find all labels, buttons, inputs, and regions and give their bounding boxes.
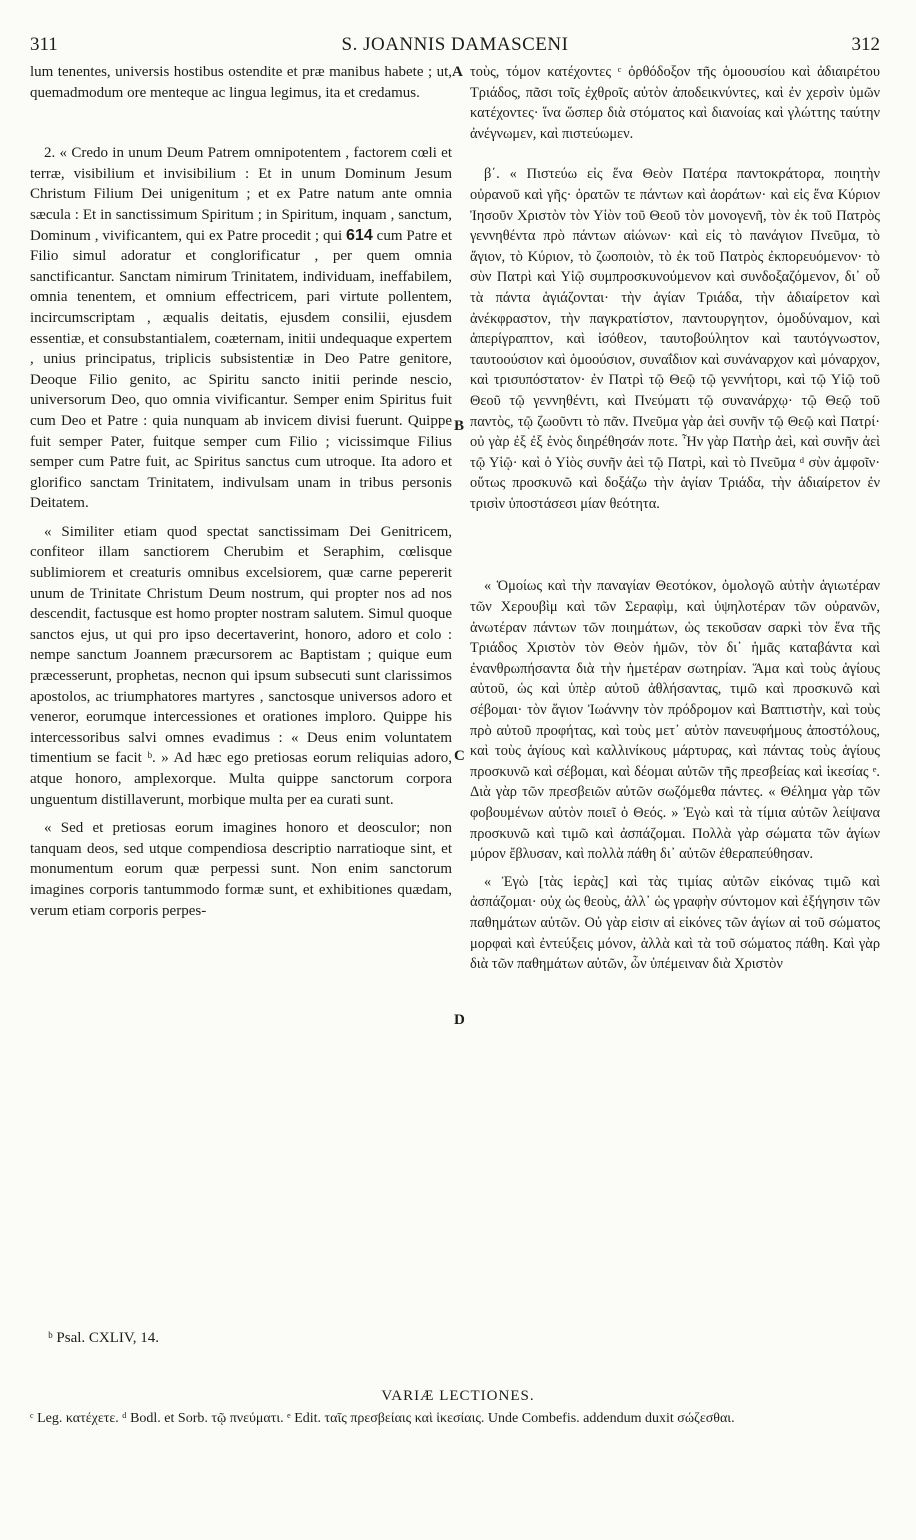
- latin-paragraph-3: « Similiter etiam quod spectat sanctissimam Dei Genitricem, confiteor illam sanctiorem Cherubim et Seraphim, cœlisque sublimiorem et creaturis omnibus excelsiorem, quæ carne pepererit unum de Trinitate Christum Deum nostrum, qui propter nos ad nos descendit, factusque est homo propter nostram salutem. Simul quoque sanctos ejus, ut qui pro ipso decertaverint, honoro, adoro et colo : nempe sanctum Joannem præcursorem ac Baptistam ; quique eum præcesserunt, prophetas, necnon qui ipsum subsecuti sunt clarissimos apostolos, ac triumphatores martyres , sanctosque universos adoro et veneror, eorumque intercessiones et orationes imploro. Quippe his intercessoribus salvi omnes evadimus : « Deus enim voluntatem timentium se facit ᵇ. » Ad hæc ego pretiosas eorum reliquias adoro, atque honoro, amplexorque. Multa quippe sanctorum corpora unguentum distillaverunt, morbique multa per ea curati sunt.: [30, 523, 452, 808]
- variae-lectiones-text: ᶜ Leg. κατέχετε. ᵈ Bodl. et Sorb. τῷ πνεύματι. ᵉ Edit. ταῖς πρεσβείαις καὶ ἱκεσίαις. Unde Combefis. addendum duxit σώζεσθαι.: [30, 1411, 735, 1426]
- greek-paragraph-3: « Ὁμοίως καὶ τὴν παναγίαν Θεοτόκον, ὁμολογῶ αὐτὴν ἁγιωτέραν τῶν Χερουβὶμ καὶ τῶν Σεραφὶμ, καὶ ὑψηλοτέραν τῶν οὐρανῶν, ἀνωτέραν πάντων τῶν ποιημάτων, ὡς τεκοῦσαν σαρκὶ τὸν ἕνα τῆς Τριάδος Χριστὸν τὸν Θεὸν ἡμῶν, τὸν δι᾽ ἡμᾶς καταβάντα καὶ ἐνανθρωπήσαντα διὰ τὴν ἡμετέραν σωτηρίαν. Ἅμα καὶ τοὺς ἁγίους αὐτοῦ, ὡς καὶ ὑπὲρ αὐτοῦ ἀθλήσαντας, τιμῶ καὶ προσκυνῶ καὶ σέβομαι· τὸν ἅγιον Ἰωάννην τὸν πρόδρομον καὶ Βαπτιστὴν, καὶ τοὺς πρὸ αὐτοῦ προφήτας, καὶ τοὺς μετ᾽ αὐτὸν πανευφήμους ἀποστόλους, καὶ τοὺς ἁγίους καὶ καλλινίκους μάρτυρας, καὶ πάντας τοὺς ἁγίους προσκυνῶ καὶ σέβομαι, καὶ δέομαι αὐτῶν τῆς πρεσβείας καὶ ἱκεσίας ᵉ. Διὰ γὰρ τῶν πρεσβειῶν αὐτῶν σωζόμεθα πάντες. « Θέλημα γὰρ τῶν φοβουμένων αὐτὸν ποιεῖ ὁ Θεός. » Ἐγὼ καὶ τὰ τίμια αὐτῶν λείψανα προσκυνῶ καὶ τιμῶ καὶ ἀσπάζομαι. Πολλὰ γὰρ σώματα τῶν ἁγίων μύρον ἔβλυσαν, καὶ πολλὰ πάθη δι᾽ αὐτῶν ἐθεραπεύθησαν.: [470, 578, 880, 863]
- column-number: 614: [346, 226, 373, 244]
- running-title: S. JOANNIS DAMASCENI: [341, 34, 569, 55]
- latin-paragraph-2-part-2: cum Patre et Filio simul adoratur et conglorificatur , per quem omnia sanctificantur. Sanctam nimirum Trinitatem, individuam, ineffabilem, omnia tenentem, et omnium effectricem, pari virtute pollentem, incircumscriptam , æqualis deitatis, ejusdem consilii, ejusdem essentiæ, et consubstantialem, coæternam, initii undequaque expertem , unius principatus, triplicis subsistentiæ in Deo Patre genitore, Deoque Filio genito, ac Spiritu sancto initii perinde nescio, universorum Deo, quo omnia vivificantur. Semper enim Spiritus fuit cum Deo et Patre : quia nunquam ab invicem divisi fuerunt. Quippe fuit semper Pater, fuitque semper cum Filio ; vicissimque Filius semper cum Patre fuit, ac Spiritus sanctus cum utroque. Ita adoro et glorifico sanctam Trinitatem, indivulsam unam in tribus personis Deitatem.: [30, 227, 452, 512]
- latin-paragraph-2: [30, 143, 452, 514]
- greek-column: [470, 62, 880, 975]
- greek-paragraph-4: « Ἐγὼ [τὰς ἱερὰς] καὶ τὰς τιμίας αὐτῶν εἰκόνας τιμῶ καὶ ἀσπάζομαι· οὐχ ὡς θεοὺς, ἀλλ᾽ ὡς γραφὴν σύντομον καὶ ἐξήγησιν τῶν παθημάτων αὐτῶν. Οὐ γὰρ εἰσιν αἱ εἰκόνες τῶν ἁγίων αἱ τοῦ σώματος μορφαὶ καὶ ἐντεύξεις μόνον, ἀλλὰ καὶ τὰ τοῦ σώματος πάθη. Καὶ γὰρ διὰ τῶν παθημάτων αὐτῶν, ὧν ὑπέμειναν διὰ Χριστὸν: [470, 873, 880, 973]
- latin-paragraph-2-part-1: 2. « Credo in unum Deum Patrem omnipotentem , factorem cœli et terræ, visibilium et invisibilium : Et in unum Dominum Jesum Christum Filium Dei unigenitum ; et ex Patre natum ante omnia sæcula : Et in sanctissimum Spiritum ; in Spiritum, inquam , sanctum, Dominum , vivificantem, qui ex Patre procedit ; qui: [30, 145, 452, 244]
- margin-letter-a: A: [452, 64, 463, 80]
- margin-letter-c: C: [454, 748, 465, 764]
- latin-column: [30, 62, 452, 921]
- margin-letter-d: D: [454, 1012, 465, 1028]
- greek-paragraph-2: β΄. « Πιστεύω εἰς ἕνα Θεὸν Πατέρα παντοκράτορα, ποιητὴν οὐρανοῦ καὶ γῆς· ὁρατῶν τε πάντων καὶ ἀοράτων· καὶ εἰς ἕνα Κύριον Ἰησοῦν Χριστὸν τὸν Υἱὸν τοῦ Θεοῦ τὸν μονογενῆ, τὸν ἐκ τοῦ Πατρὸς γεννηθέντα πρὸ πάντων αἰώνων· καὶ εἰς τὸ πανάγιον Πνεῦμα, τὸ ἅγιον, τὸ Κύριον, τὸ ζωοποιὸν, τὸ ἐκ τοῦ Πατρὸς ἐκπορευόμενον· τὸ σὺν Πατρὶ καὶ Υἱῷ συμπροσκυνούμενον καὶ συνδοξαζόμενον, δι᾽ οὗ τὰ πάντα ἁγιάζονται· τὴν ἁγίαν Τριάδα, τὴν ἀδιαίρετον καὶ ἀνέκφραστον, τὴν παγκρατίστον, παντουργητον, ὁμοδύναμον, καὶ ἀπερίγραπτον, καὶ ἰσόθεον, ταυτοβούλητον καὶ ταυτόγνωστον, ταυτοούσιον καὶ ὁμοούσιον, συναΐδιον καὶ συνάναρχον καὶ μόναρχον, καὶ τρισυπόστατον· ἐν Πατρὶ τῷ Θεῷ τῷ γεννήτορι, καὶ τῷ Υἱῷ τοῦ Θεοῦ τῷ γεννηθέντι, καὶ Πνεύματι τῷ συνανάρχῳ· τῷ Θεῷ τοῦ παντὸς, τῷ ζωοῦντι τὸ πᾶν. Πνεῦμα γὰρ ἀεὶ συνῆν τῷ Θεῷ καὶ Πατρί· οὐ γὰρ ἐξ ἐξ ἑνὸς διηρέθησάν ποτε. Ἦν γὰρ Πατὴρ ἀεὶ, καὶ συνῆν ἀεὶ τῷ Υἱῷ· καὶ ὁ Υἱὸς συνῆν ἀεὶ τῷ Πατρὶ, καὶ τὸ Πνεῦμα ᵈ σὺν ἀμφοῖν· οὕτως προσκυνῶ καὶ δοξάζω τὴν ἁγίαν Τριάδα, τὴν ἀδιαίρετον ἐν τρισὶν ὑποστάσεσι μίαν θεότητα.: [470, 166, 880, 512]
- footnote: ᵇ Psal. CXLIV, 14.: [48, 1330, 160, 1346]
- variae-lectiones-title: VARIÆ LECTIONES.: [381, 1388, 535, 1404]
- latin-paragraph-1: lum tenentes, universis hostibus ostendite et præ manibus habete ; ut, quemadmodum ore menteque ac lingua legimus, ita et credamus.: [30, 64, 452, 101]
- left-page-number: 311: [30, 34, 58, 55]
- right-page-number: 312: [851, 34, 880, 55]
- greek-paragraph-1: τοὺς, τόμον κατέχοντες ᶜ ὀρθόδοξον τῆς ὁμοουσίου καὶ ἀδιαιρέτου Τριάδος, πᾶσι τοῖς ἐχθροῖς αὐτὸν ἀποδεικνύντες, καὶ ἐν χερσὶν ὑμῶν κατέχοντες· ἵνα ὥσπερ διὰ στόματος καὶ διανοίας καὶ γλώττης ταύτην ἀνέγνωμεν, καὶ πιστεύωμεν.: [470, 64, 880, 142]
- page-header: [30, 34, 880, 62]
- margin-letter-b: B: [454, 418, 465, 434]
- latin-paragraph-4: « Sed et pretiosas eorum imagines honoro et deosculor; non tanquam deos, sed utque compendiosa descriptio narratioque sint, et monumentum eorum quæ perpessi sunt. Non enim sanctorum imagines corporis tantummodo formæ sunt, et exhibitiones quædam, verum etiam corporis perpes-: [30, 820, 452, 919]
